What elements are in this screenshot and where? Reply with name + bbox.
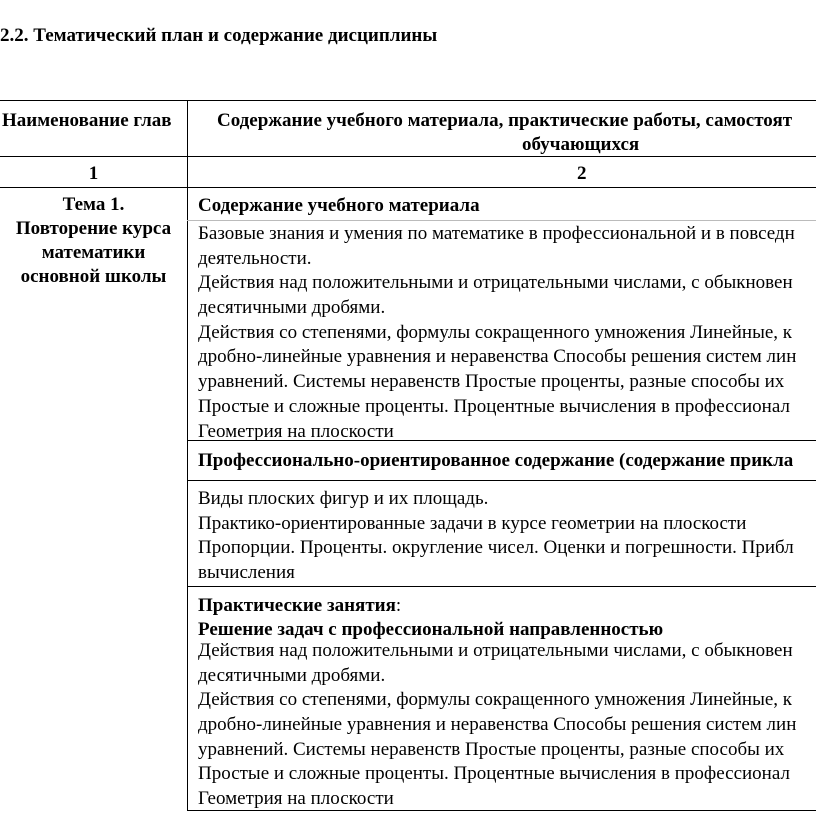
- content-line: дробно-линейные уравнения и неравенства Способы решения систем лин: [198, 714, 797, 736]
- content-line: вычисления: [198, 562, 295, 584]
- section-title-content: Содержание учебного материала: [198, 195, 480, 216]
- section-professional-lines: [198, 487, 794, 586]
- content-line: деятельности.: [198, 247, 312, 269]
- content-line: Действия над положительными и отрицательными числами, с обыкновен: [198, 640, 793, 661]
- header-col-content-line2: обучающихся: [522, 134, 640, 155]
- section-content-lines: [198, 222, 796, 444]
- practice-subtitle: Решение задач с профессиональной направленностью: [198, 619, 664, 640]
- content-line: десятичными дробями.: [198, 664, 386, 686]
- column-number-2: 2: [577, 163, 587, 184]
- table-border: [0, 100, 816, 101]
- table-border: [187, 586, 816, 587]
- content-line: Геометрия на плоскости: [198, 788, 394, 810]
- topic-line: математики: [41, 242, 146, 263]
- section-heading: 2.2. Тематический план и содержание дисциплины: [0, 25, 438, 46]
- topic-line: Тема 1.: [62, 194, 125, 215]
- content-line: Действия со степенями, формулы сокращенного умножения Линейные, к: [198, 689, 793, 711]
- column-number-1: 1: [88, 163, 99, 184]
- table-border: [187, 480, 816, 481]
- header-col-content-line1: Содержание учебного материала, практические работы, самостоят: [217, 110, 793, 131]
- section-practice-lines: [198, 639, 796, 812]
- content-line: Действия со степенями, формулы сокращенного умножения Линейные, к: [198, 321, 793, 343]
- content-line: уравнений. Системы неравенств Простые проценты, разные способы их: [198, 738, 785, 760]
- topic-cell: [0, 193, 187, 289]
- content-line: Виды плоских фигур и их площадь.: [198, 488, 489, 509]
- content-line: уравнений. Системы неравенств Простые проценты, разные способы их: [198, 371, 785, 393]
- practice-title: Практические занятия: [198, 595, 396, 616]
- table-border: [187, 100, 188, 811]
- content-line: Пропорции. Проценты. округление чисел. Оценки и погрешности. Прибл: [198, 537, 794, 559]
- topic-line: Повторение курса: [15, 218, 172, 239]
- topic-line: основной школы: [20, 266, 167, 287]
- header-col-chapter: Наименование глав: [2, 110, 172, 131]
- table-inner-border: [187, 220, 816, 221]
- content-line: Базовые знания и умения по математике в профессиональной и в повседн: [198, 223, 795, 244]
- content-line: Простые и сложные проценты. Процентные вычисления в профессионал: [198, 395, 790, 417]
- table-border: [0, 156, 816, 157]
- content-line: Геометрия на плоскости: [198, 420, 394, 442]
- content-line: десятичными дробями.: [198, 297, 386, 319]
- section-title-professional: Профессионально-ориентированное содержание (содержание прикла: [198, 450, 794, 471]
- practice-title-suffix: :: [395, 595, 402, 616]
- content-line: дробно-линейные уравнения и неравенства Способы решения систем лин: [198, 346, 797, 368]
- table-border: [0, 187, 816, 188]
- section-title-practice: [198, 595, 401, 617]
- content-line: Простые и сложные проценты. Процентные вычисления в профессионал: [198, 763, 790, 785]
- content-line: Действия над положительными и отрицательными числами, с обыкновен: [198, 272, 793, 294]
- content-line: Практико-ориентированные задачи в курсе геометрии на плоскости: [198, 512, 747, 534]
